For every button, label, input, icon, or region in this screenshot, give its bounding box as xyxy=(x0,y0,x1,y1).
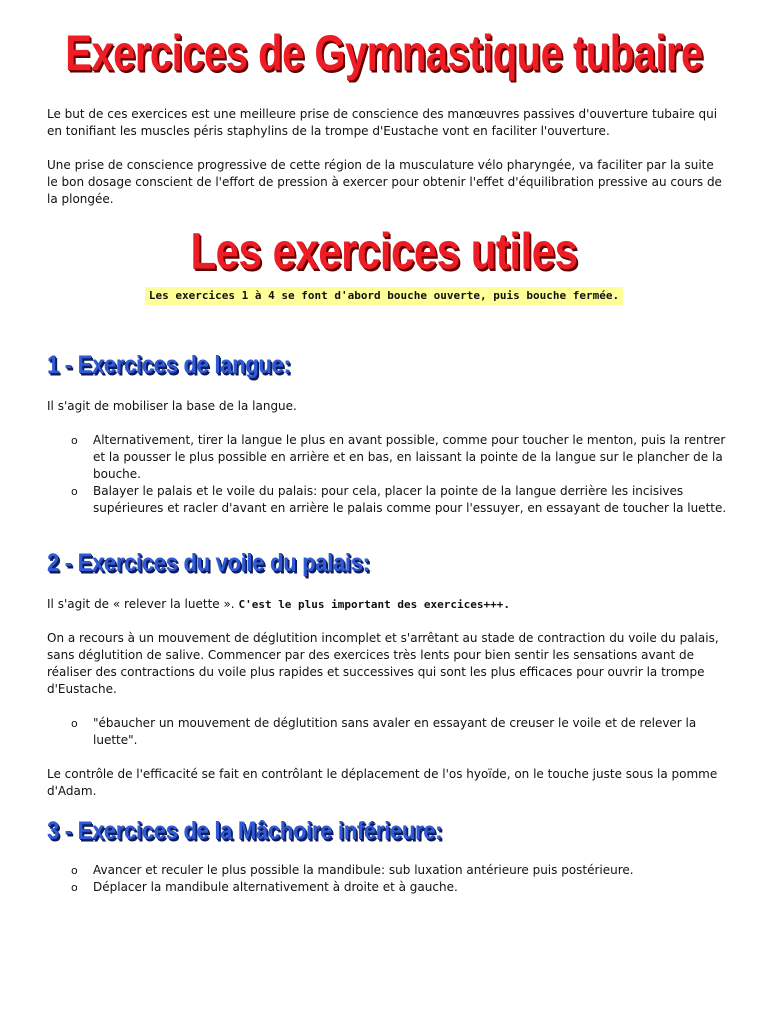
soft-palate-exercise-list xyxy=(47,715,727,749)
list-item-text: Balayer le palais et le voile du palais: pour cela, placer la pointe de la langue derrière les incisives supérieures et racler d'avant en arrière le palais comme pour l'essuyer, en essayant de toucher la luette. xyxy=(93,484,727,515)
heading-soft-palate-exercises: 2 - Exercices du voile du palais: xyxy=(47,548,370,577)
list-item-text: Déplacer la mandibule alternativement à droite et à gauche. xyxy=(93,880,458,894)
list-item xyxy=(47,715,727,749)
bullet-marker: o xyxy=(71,434,78,447)
page-title: Exercices de Gymnastique tubaire xyxy=(65,26,703,81)
soft-palate-closing: Le contrôle de l'efficacité se fait en contrôlant le déplacement de l'os hyoïde, on le touche juste sous la pomme d'Adam. xyxy=(47,767,718,798)
tongue-intro: Il s'agit de mobiliser la base de la langue. xyxy=(47,399,297,413)
bullet-marker: o xyxy=(71,881,78,894)
list-item xyxy=(47,432,727,483)
list-item xyxy=(47,862,727,879)
soft-palate-intro-text: Il s'agit de « relever la luette ». xyxy=(47,597,235,611)
intro-paragraph-1: Le but de ces exercices est une meilleure prise de conscience des manœuvres passives d'ouverture tubaire qui en tonifiant les muscles péris staphylins de la trompe d'Eustache vont en faciliter l'ouverture. xyxy=(47,107,718,138)
section-title-useful-exercises: Les exercices utiles xyxy=(190,222,578,280)
soft-palate-intro xyxy=(47,596,727,613)
list-item xyxy=(47,483,727,517)
list-item-text: Alternativement, tirer la langue le plus en avant possible, comme pour toucher le menton, puis la rentrer et la pousser le plus possible en arrière et en bas, en laissant la pointe de la langue sur le plancher de la bouche. xyxy=(93,433,726,481)
list-item-text: Avancer et reculer le plus possible la mandibule: sub luxation antérieure puis postérieure. xyxy=(93,863,634,877)
soft-palate-paragraph: On a recours à un mouvement de déglutition incomplet et s'arrêtant au stade de contraction du voile du palais, sans déglutition de salive. Commencer par des exercices très lents pour bien sentir les sensations avant de réaliser des contractions du voile plus rapides et successives qui sont les plus efficaces pour ouvrir la trompe d'Eustache. xyxy=(47,631,719,696)
soft-palate-emphasis: C'est le plus important des exercices+++. xyxy=(238,598,510,611)
heading-tongue-exercises: 1 - Exercices de langue: xyxy=(47,350,291,379)
list-item-text: "ébaucher un mouvement de déglutition sans avaler en essayant de creuser le voile et de relever la luette". xyxy=(93,716,697,747)
heading-jaw-exercises: 3 - Exercices de la Mâchoire inférieure: xyxy=(47,816,443,845)
jaw-exercise-list xyxy=(47,862,727,896)
intro-paragraph-2: Une prise de conscience progressive de cette région de la musculature vélo pharyngée, va faciliter par la suite le bon dosage conscient de l'effort de pression à exercer pour obtenir l'effet d'équilibration pressive au cours de la plongée. xyxy=(47,158,722,206)
bullet-marker: o xyxy=(71,864,78,877)
highlight-notice-text: Les exercices 1 à 4 se font d'abord bouche ouverte, puis bouche fermée. xyxy=(145,287,623,305)
bullet-marker: o xyxy=(71,717,78,730)
highlight-notice xyxy=(0,284,768,303)
list-item xyxy=(47,879,727,896)
tongue-exercise-list xyxy=(47,432,727,517)
bullet-marker: o xyxy=(71,485,78,498)
